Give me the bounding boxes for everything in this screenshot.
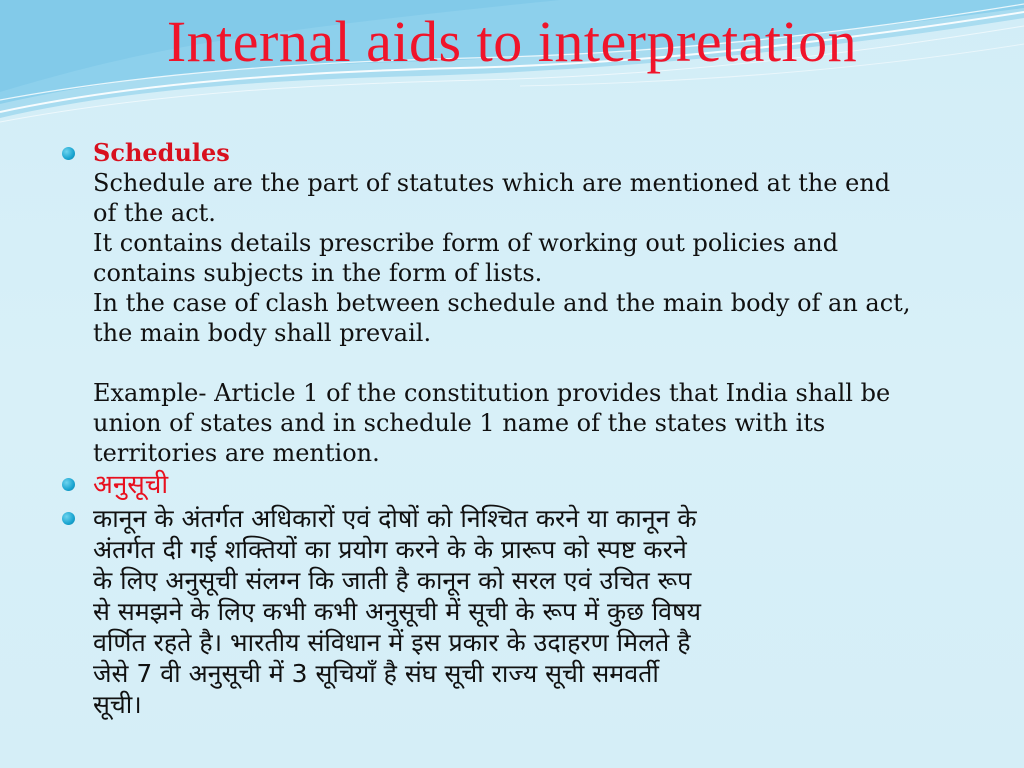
hindi-description xyxy=(93,503,992,720)
text-line: जेसे 7 वी अनुसूची में 3 सूचियाँ है संघ सूची राज्य सूची समवर्ती xyxy=(93,659,659,688)
schedules-heading: Schedules xyxy=(93,138,230,167)
anusuchi-heading: अनुसूची xyxy=(93,470,169,500)
slide-title: Internal aids to interpretation xyxy=(166,9,858,74)
text-line: कानून के अंतर्गत अधिकारों एवं दोषों को निश्चित करने या कानून के xyxy=(93,504,697,533)
schedules-example xyxy=(93,378,992,468)
text-line: territories are mention. xyxy=(93,439,380,467)
text-line: It contains details prescribe form of working out policies and xyxy=(93,229,839,257)
bullet-dot-icon xyxy=(62,147,75,160)
schedules-description xyxy=(93,168,992,348)
text-line: Schedule are the part of statutes which are mentioned at the end xyxy=(93,169,891,197)
text-line: से समझने के लिए कभी कभी अनुसूची में सूची के रूप में कुछ विषय xyxy=(93,597,702,626)
text-line: सूची। xyxy=(93,690,142,719)
bullet-dot-icon xyxy=(62,512,75,525)
text-line: the main body shall prevail. xyxy=(93,319,432,347)
text-line: के लिए अनुसूची संलग्न कि जाती है कानून को सरल एवं उचित रूप xyxy=(93,566,692,595)
bullet-schedules xyxy=(62,138,992,468)
slide-content xyxy=(62,138,992,720)
text-line: contains subjects in the form of lists. xyxy=(93,259,543,287)
text-line: Example- Article 1 of the constitution provides that India shall be xyxy=(93,379,891,407)
text-line: of the act. xyxy=(93,199,216,227)
text-line: वर्णित रहते है। भारतीय संविधान में इस प्रकार के उदाहरण मिलते है xyxy=(93,628,691,657)
text-line: In the case of clash between schedule and the main body of an act, xyxy=(93,289,911,317)
bullet-hindi-description xyxy=(62,503,992,720)
bullet-anusuchi xyxy=(62,470,992,501)
bullet-dot-icon xyxy=(62,478,75,491)
text-line: अंतर्गत दी गई शक्तियों का प्रयोग करने के के प्रारूप को स्पष्ट करने xyxy=(93,535,687,564)
text-line: union of states and in schedule 1 name of the states with its xyxy=(93,409,826,437)
